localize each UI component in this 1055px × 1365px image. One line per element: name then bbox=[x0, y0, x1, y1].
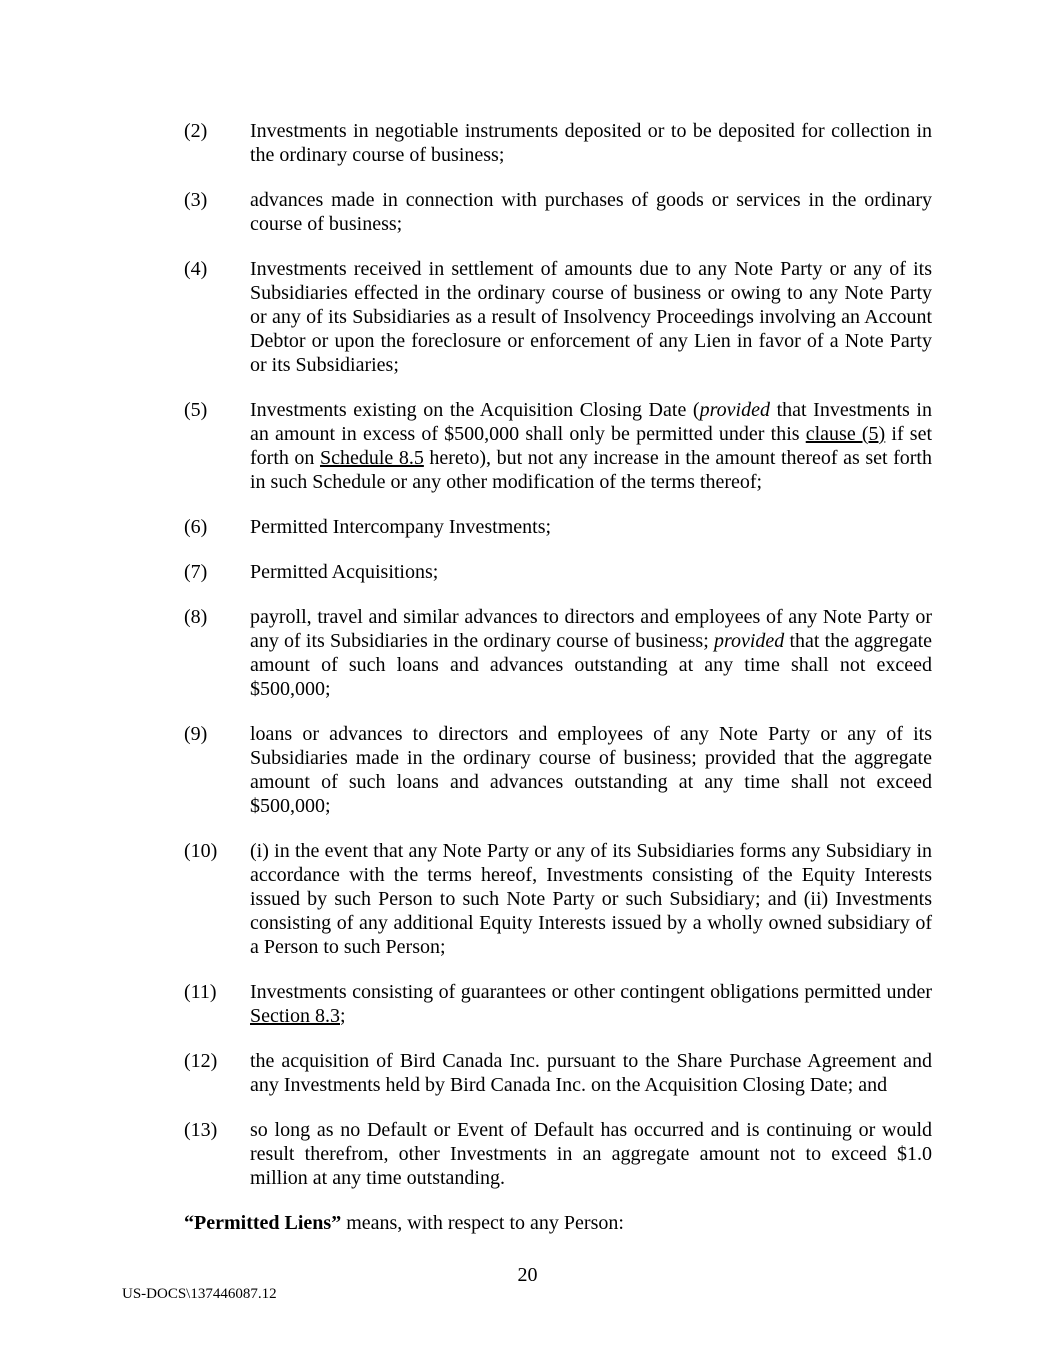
item-text bbox=[250, 980, 932, 1028]
item-text bbox=[250, 515, 932, 539]
text-run: Investments in negotiable instruments deposited or to be deposited for collection in the ordinary course of business; bbox=[250, 120, 932, 166]
text-run: Investments received in settlement of amounts due to any Note Party or any of its Subsidiaries effected in the ordinary course of business or owing to any Note Party or any of its Subsidiaries as a result of Insolvency Proceedings involving an Account Debtor or upon the foreclosure or enforcement of any Lien in favor of a Note Party or its Subsidiaries; bbox=[250, 258, 932, 376]
item-text bbox=[250, 1118, 932, 1190]
item-number: (2) bbox=[184, 120, 208, 142]
item-number: (8) bbox=[184, 606, 208, 628]
styled-text-run: provided bbox=[699, 399, 770, 421]
item-text bbox=[250, 839, 932, 959]
list-item bbox=[184, 605, 932, 701]
list-item bbox=[184, 398, 932, 494]
list-item bbox=[184, 839, 932, 959]
item-number: (11) bbox=[184, 981, 217, 1003]
text-run: ; bbox=[340, 1005, 346, 1027]
text-run: Investments consisting of guarantees or other contingent obligations permitted under bbox=[250, 981, 932, 1003]
list-item bbox=[184, 560, 932, 584]
item-text bbox=[250, 188, 932, 236]
item-number: (6) bbox=[184, 516, 208, 538]
item-text bbox=[250, 605, 932, 701]
text-run: Permitted Intercompany Investments; bbox=[250, 516, 552, 538]
list-item bbox=[184, 980, 932, 1028]
styled-text-run: clause (5) bbox=[805, 423, 886, 445]
list-item bbox=[184, 257, 932, 377]
item-number: (5) bbox=[184, 399, 208, 421]
numbered-clause-list bbox=[184, 119, 932, 1190]
text-run: if set forth on bbox=[250, 423, 933, 469]
styled-text-run: Section 8.3 bbox=[250, 1005, 340, 1027]
text-run: payroll, travel and similar advances to directors and employees of any Note Party or any of its Subsidiaries in the ordinary course of business; bbox=[250, 606, 932, 652]
text-run: means, with respect to any Person: bbox=[341, 1212, 624, 1234]
text-run: Investments existing on the Acquisition Closing Date ( bbox=[250, 399, 700, 421]
item-number: (7) bbox=[184, 561, 208, 583]
text-run: so long as no Default or Event of Default has occurred and is continuing or would result therefrom, other Investments in an aggregate amount not to exceed $1.0 million at any time outstanding. bbox=[250, 1119, 932, 1189]
text-run: (i) in the event that any Note Party or any of its Subsidiaries forms any Subsidiary in accordance with the terms hereof, Investments consisting of the Equity Interests issued by such Person to such Note Party or such Subsidiary; and (ii) Investments consisting of any additional Equity Interests issued by a wholly owned subsidiary of a Person to such Person; bbox=[250, 840, 932, 958]
item-text bbox=[250, 722, 932, 818]
item-number: (3) bbox=[184, 189, 208, 211]
text-run: hereto), but not any increase in the amount thereof as set forth in such Schedule or any other modification of the terms thereof; bbox=[250, 447, 932, 493]
item-number: (10) bbox=[184, 840, 218, 862]
list-item bbox=[184, 1118, 932, 1190]
list-item bbox=[184, 188, 932, 236]
text-run: Permitted Acquisitions; bbox=[250, 561, 439, 583]
list-item bbox=[184, 515, 932, 539]
item-number: (4) bbox=[184, 258, 208, 280]
list-item bbox=[184, 722, 932, 818]
definition-paragraph bbox=[184, 1211, 932, 1235]
document-body bbox=[184, 119, 932, 1235]
text-run: that the aggregate amount of such loans and advances outstanding at any time shall not exceed $500,000; bbox=[250, 630, 932, 700]
item-text bbox=[250, 560, 932, 584]
item-text bbox=[250, 398, 932, 494]
styled-text-run: “Permitted Liens” bbox=[184, 1212, 342, 1234]
item-text bbox=[250, 257, 932, 377]
list-item bbox=[184, 119, 932, 167]
item-number: (9) bbox=[184, 723, 208, 745]
text-run: the acquisition of Bird Canada Inc. pursuant to the Share Purchase Agreement and any Investments held by Bird Canada Inc. on the Acquisition Closing Date; and bbox=[250, 1050, 932, 1096]
text-run: that Investments in an amount in excess of $500,000 shall only be permitted under this bbox=[250, 399, 932, 445]
item-number: (12) bbox=[184, 1050, 218, 1072]
item-text bbox=[250, 1049, 932, 1097]
text-run: advances made in connection with purchases of goods or services in the ordinary course of business; bbox=[250, 189, 932, 235]
text-run: loans or advances to directors and employees of any Note Party or any of its Subsidiaries made in the ordinary course of business; provided that the aggregate amount of such loans and advances outstanding at any time shall not exceed $500,000; bbox=[250, 723, 932, 817]
styled-text-run: Schedule 8.5 bbox=[319, 447, 424, 469]
list-item bbox=[184, 1049, 932, 1097]
item-number: (13) bbox=[184, 1119, 218, 1141]
styled-text-run: provided bbox=[713, 630, 785, 652]
doc-id: US-DOCS\137446087.12 bbox=[122, 1286, 277, 1302]
item-text bbox=[250, 119, 932, 167]
page-number: 20 bbox=[517, 1264, 538, 1286]
